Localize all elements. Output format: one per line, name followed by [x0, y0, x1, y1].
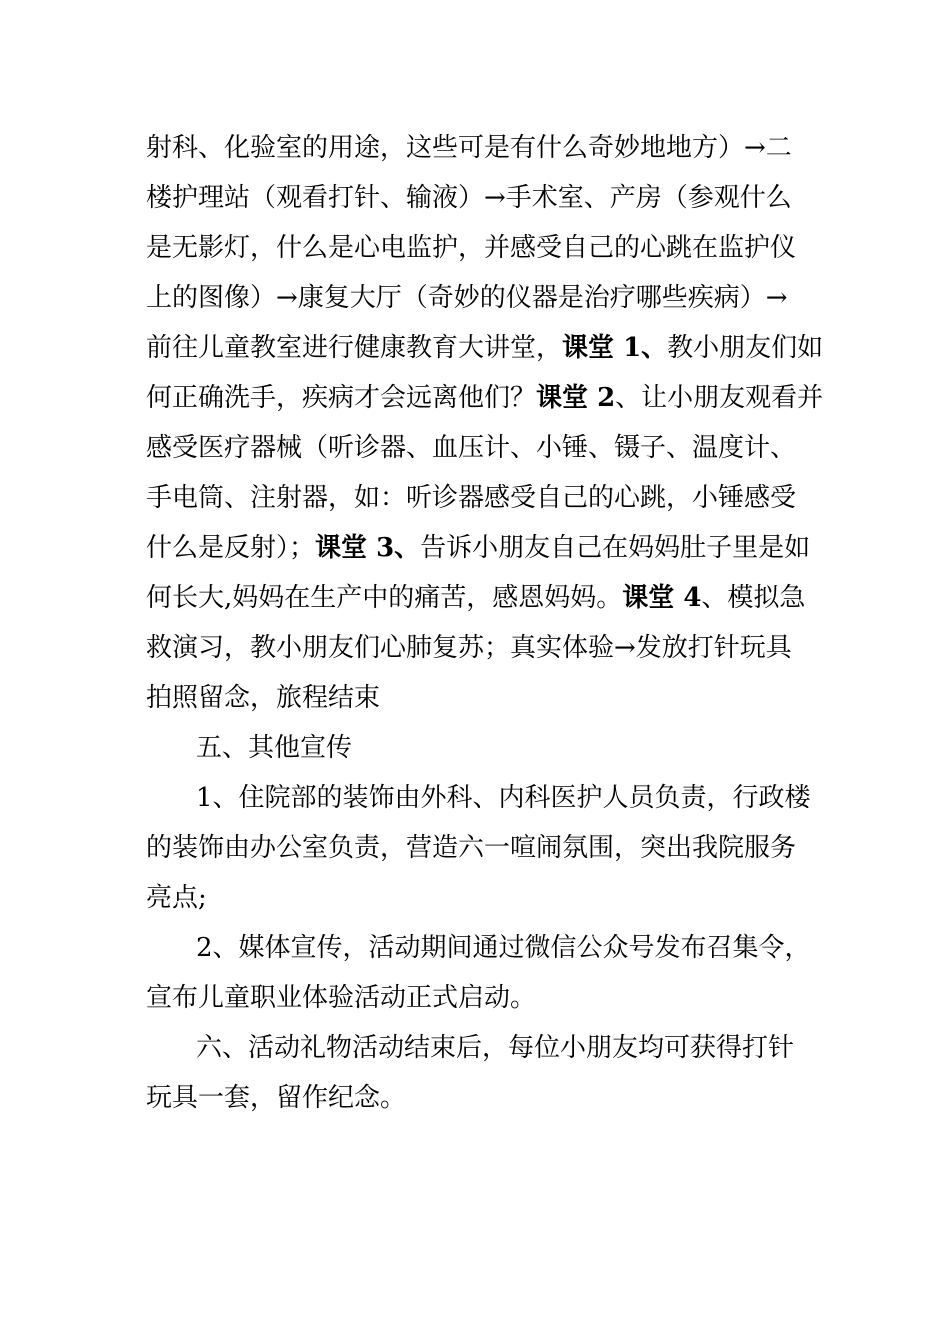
text-run: 是无影灯，什么是心电监护，并感受自己的心跳在监护仪	[146, 233, 797, 263]
text-run: 楼护理站（观看打针、输液）→手术室、产房（参观什么	[146, 183, 792, 213]
text-run: 手电筒、注射器，如：听诊器感受自己的心跳，小锤感受	[146, 483, 797, 513]
text-line	[146, 682, 826, 714]
bold-label: 课堂 2	[536, 383, 616, 413]
text-run: 什么是反射）；	[146, 533, 316, 563]
text-line	[146, 632, 826, 664]
text-line	[196, 1032, 826, 1064]
text-line	[146, 582, 826, 614]
text-run: 的装饰由办公室负责，营造六一喧闹氛围，突出我院服务	[146, 833, 797, 863]
text-line	[146, 332, 826, 364]
text-line	[146, 832, 826, 864]
text-line	[196, 732, 826, 764]
text-run: 2、媒体宣传，活动期间通过微信公众号发布召集令，	[196, 933, 811, 963]
text-run: 何长大,妈妈在生产中的痛苦，感恩妈妈。	[146, 583, 623, 613]
bold-label: 课堂 4	[622, 583, 702, 613]
text-run: 何正确洗手，疾病才会远离他们？	[146, 383, 537, 413]
text-line	[146, 132, 826, 164]
text-line	[196, 932, 826, 964]
text-line	[196, 782, 826, 814]
text-run: 前往儿童教室进行健康教育大讲堂，	[146, 333, 563, 363]
text-run: 1、住院部的装饰由外科、内科医护人员负责，行政楼	[196, 783, 811, 813]
text-run: 救演习，教小朋友们心肺复苏；真实体验→发放打针玩具	[146, 633, 792, 663]
text-line	[146, 382, 826, 414]
text-line	[146, 182, 826, 214]
text-run: 感受医疗器械（听诊器、血压计、小锤、镊子、温度计、	[146, 433, 797, 463]
text-run: 、让小朋友观看并	[615, 383, 824, 413]
text-run: 、模拟急	[701, 583, 806, 613]
text-line	[146, 282, 826, 314]
text-run: 亮点;	[146, 883, 207, 913]
text-run: 六、活动礼物活动结束后，每位小朋友均可获得打针	[196, 1033, 795, 1063]
text-line	[146, 532, 826, 564]
text-run: 五、其他宣传	[196, 733, 353, 763]
text-run: 宣布儿童职业体验活动正式启动。	[146, 983, 537, 1013]
bold-label: 课堂 3、	[315, 533, 421, 563]
text-line	[146, 232, 826, 264]
text-line	[146, 882, 826, 914]
text-line	[146, 482, 826, 514]
text-run: 玩具一套，留作纪念。	[146, 1083, 407, 1113]
text-run: 拍照留念，旅程结束	[146, 683, 381, 713]
text-run: 上的图像）→康复大厅（奇妙的仪器是治疗哪些疾病）→	[146, 283, 788, 313]
bold-label: 课堂 1、	[562, 333, 668, 363]
text-run: 告诉小朋友自己在妈妈肚子里是如	[420, 533, 811, 563]
text-run: 射科、化验室的用途，这些可是有什么奇妙地地方）→二	[146, 133, 792, 163]
text-run: 教小朋友们如	[667, 333, 824, 363]
text-line	[146, 1082, 826, 1114]
text-line	[146, 432, 826, 464]
text-line	[146, 982, 826, 1014]
